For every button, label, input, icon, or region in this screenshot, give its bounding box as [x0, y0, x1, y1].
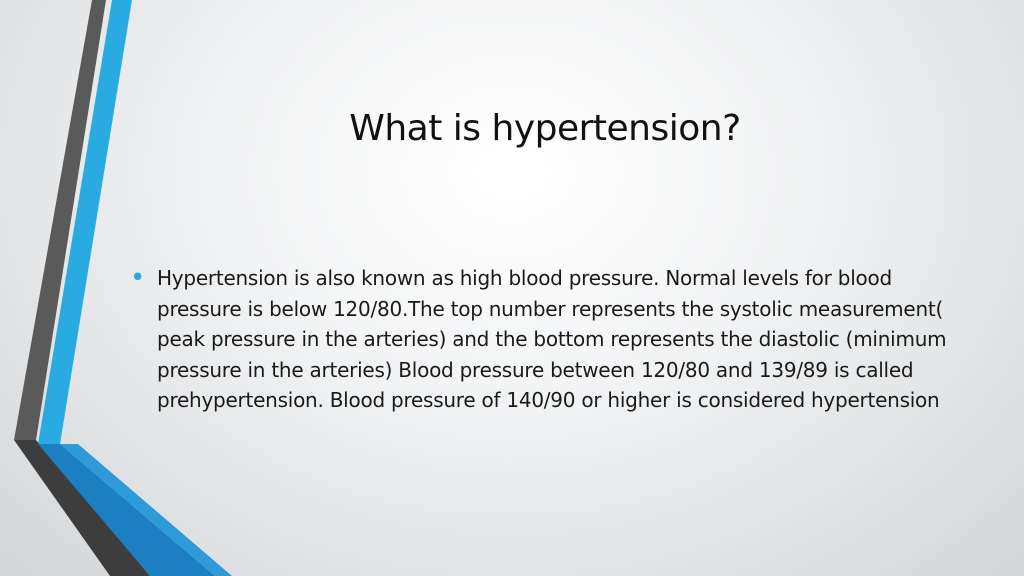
- bullet-icon: •: [130, 263, 146, 293]
- slide-title: What is hypertension?: [349, 108, 741, 149]
- list-item: [130, 263, 960, 416]
- bullet-list: [130, 263, 960, 416]
- bullet-text: Hypertension is also known as high blood pressure. Normal levels for blood pressure is below 120/80.The top number represents the systolic measurement( peak pressure in the arteries) and the bottom represents the diastolic (minimum pressure in the arteries) Blood pressure between 120/80 and 139/89 is called prehypertension. Blood pressure of 140/90 or higher is considered hypertension: [157, 266, 947, 413]
